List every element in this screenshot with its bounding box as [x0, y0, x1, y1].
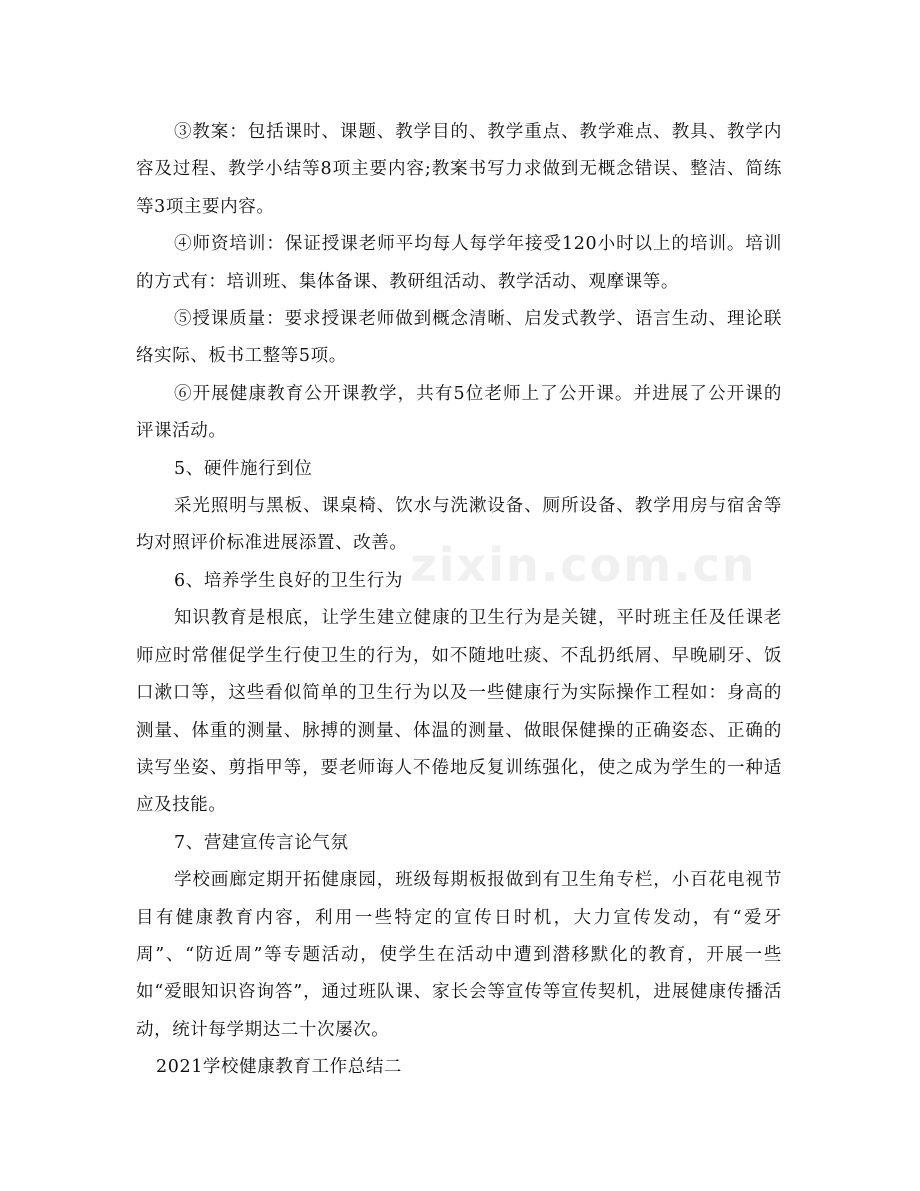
paragraph-hardware: 采光照明与黑板、课桌椅、饮水与洗漱设备、厕所设备、教学用房与宿舍等均对照评价标准进展添置、改善。	[136, 496, 782, 554]
paragraph-open-class: ⑥开展健康教育公开课教学，共有5位老师上了公开课。并进展了公开课的评课活动。	[136, 383, 782, 442]
section-title: 2021学校健康教育工作总结二	[156, 1057, 403, 1078]
paragraph-publicity: 学校画廊定期开拓健康园，班级每期板报做到有卫生角专栏，小百花电视节目有健康教育内容，利用一些特定的宣传日时机，大力宣传发动，有“爱牙周”、“防近周”等专题活动，使学生在活动中遭到潜移默化的教育，开展一些如“爱眼知识咨询答”，通过班队课、家长会等宣传等宣传契机，进展健康传播活动，统计每学期达二十次屡次。	[136, 870, 782, 1040]
watermark-logo: zixin.com.cn	[410, 538, 757, 592]
paragraph-teaching-quality: ⑤授课质量：要求授课老师做到概念清晰、启发式教学、语言生动、理论联络实际、板书工整等5项。	[136, 309, 782, 367]
paragraph-teacher-training: ④师资培训：保证授课老师平均每人每学年接受120小时以上的培训。培训的方式有：培训班、集体备课、教研组活动、教学活动、观摩课等。	[136, 234, 782, 292]
paragraph-hygiene-behavior: 知识教育是根底，让学生建立健康的卫生行为是关键，平时班主任及任课老师应时常催促学生行使卫生的行为，如不随地吐痰、不乱扔纸屑、早晚刷牙、饭口漱口等，这些看似简单的卫生行为以及一些健康行为实际操作工程如：身高的测量、体重的测量、脉搏的测量、体温的测量、做眼保健操的正确姿态、正确的读写坐姿、剪指甲等，要老师诲人不倦地反复训练强化，使之成为学生的一种适应及技能。	[136, 608, 782, 816]
heading-hardware: 5、硬件施行到位	[174, 458, 313, 479]
paragraph-lesson-plan: ③教案：包括课时、课题、教学目的、教学重点、教学难点、教具、教学内容及过程、教学小结等8项主要内容;教案书写力求做到无概念错误、整洁、简练等3项主要内容。	[136, 122, 782, 217]
heading-hygiene-behavior: 6、培养学生良好的卫生行为	[174, 570, 403, 591]
document-body	[136, 114, 782, 1087]
heading-publicity: 7、营建宣传言论气氛	[174, 832, 349, 853]
